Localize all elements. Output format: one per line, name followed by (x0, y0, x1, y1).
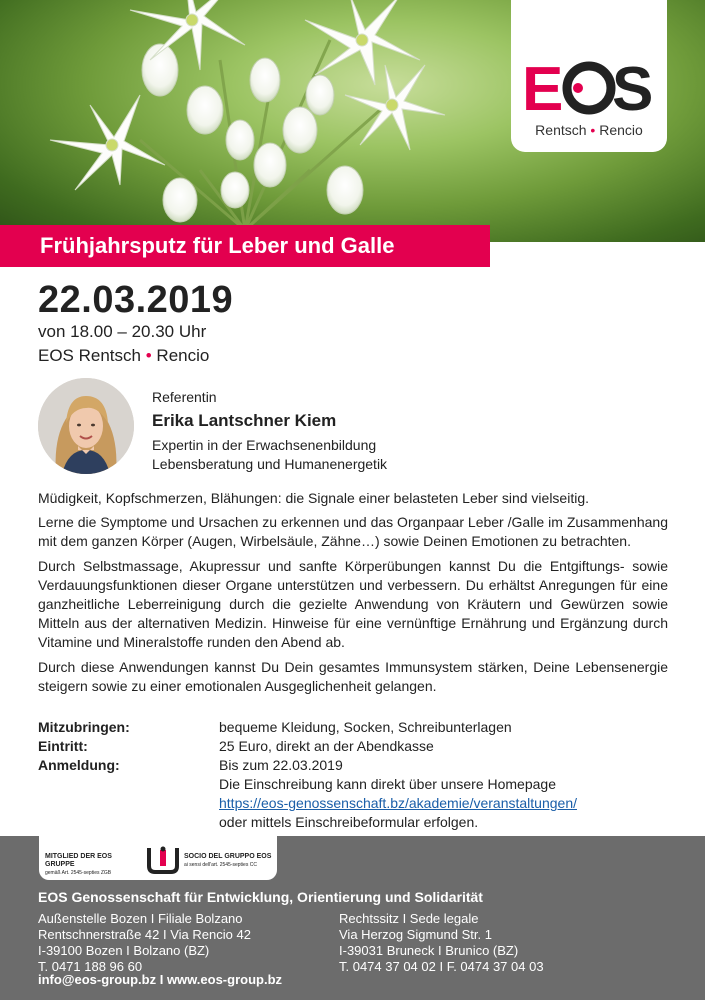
organization-name: EOS Genossenschaft für Entwicklung, Orientierung und Solidarität (38, 889, 483, 905)
registration-alternative: oder mittels Einschreibeformular erfolgen. (219, 814, 479, 830)
info-row-entry (38, 737, 668, 756)
event-description (38, 489, 668, 701)
address-bruneck-line-1: Rechtssitz I Sede legale (339, 911, 479, 926)
logo-subtitle (511, 122, 667, 138)
footer (0, 836, 705, 1000)
logo-subtitle-right: Rencio (599, 122, 643, 138)
info-row-registration (38, 756, 668, 832)
bring-label: Mitzubringen: (38, 719, 130, 735)
entry-label: Eintritt: (38, 738, 88, 754)
info-row-bring (38, 718, 668, 737)
registration-label: Anmeldung: (38, 757, 120, 773)
event-title-banner: Frühjahrsputz für Leber und Galle (0, 225, 490, 267)
description-paragraph-2: Lerne die Symptome und Ursachen zu erkennen und das Organpaar Leber /Galle im Zusammenhang mit dem ganzen Körper (Augen, Wirbelsäule, Zähne…) sowie Deinen Emotionen zu betrachten. (38, 514, 668, 550)
venue-right: Rencio (156, 346, 210, 365)
entry-value: 25 Euro, direkt an der Abendkasse (219, 738, 434, 754)
member-de-title: MITGLIED DER EOS GRUPPE (45, 853, 112, 868)
address-bozen-line-2: Rentschnerstraße 42 I Via Rencio 42 (38, 927, 251, 942)
address-bozen-line-3: I-39100 Bozen I Bolzano (BZ) (38, 943, 210, 958)
member-label-de (45, 853, 135, 877)
venue-separator: • (145, 346, 152, 365)
speaker-name: Erika Lantschner Kiem (152, 411, 337, 430)
registration-deadline: Bis zum 22.03.2019 (219, 757, 343, 773)
speaker-avatar (38, 378, 134, 474)
member-it-title: SOCIO DEL GRUPPO EOS (184, 853, 272, 860)
svg-text:E: E (522, 58, 564, 118)
description-paragraph-1: Müdigkeit, Kopfschmerzen, Blähungen: die Signale einer belasteten Leber sind vielseitig. (38, 490, 590, 506)
event-info-table (38, 718, 668, 832)
logo-subtitle-separator: • (590, 122, 596, 138)
event-date: 22.03.2019 (38, 279, 234, 321)
logo-subtitle-left: Rentsch (535, 122, 587, 138)
address-bruneck-phone: T. 0474 37 04 02 I F. 0474 37 04 03 (339, 959, 544, 974)
eos-logo (511, 0, 667, 152)
speaker-description-1: Expertin in der Erwachsenenbildung (152, 437, 377, 453)
registration-link[interactable]: https://eos-genossenschaft.bz/akademie/veranstaltungen/ (219, 795, 577, 811)
registration-value (219, 756, 668, 832)
speaker-description-2: Lebensberatung und Humanenergetik (152, 456, 388, 472)
eos-group-icon (147, 846, 179, 874)
address-bruneck-line-2: Via Herzog Sigmund Str. 1 (339, 927, 492, 942)
event-venue (38, 346, 209, 366)
contact-email-website[interactable]: info@eos-group.bz I www.eos-group.bz (38, 972, 283, 987)
member-it-note: ai sensi dell'art. 2545-septies CC (184, 862, 257, 868)
member-label-it (184, 853, 276, 869)
eos-logo-mark (522, 58, 657, 118)
description-paragraph-4: Durch diese Anwendungen kannst Du Dein gesamtes Immunsystem stärken, Deine Lebensenergie steigern sowie zu einer emotionalen Ausgeglichenheit gelangen. (38, 658, 668, 694)
member-badge (39, 836, 277, 880)
svg-text:S: S (612, 58, 654, 118)
event-time: von 18.00 – 20.30 Uhr (38, 322, 207, 341)
address-bozen (38, 911, 251, 975)
address-bruneck-line-3: I-39031 Bruneck I Brunico (BZ) (339, 943, 519, 958)
description-paragraph-3: Durch Selbstmassage, Akupressur und sanfte Körperübungen kannst Du die Entgiftungs- sowie Verdauungsfunktionen dieser Organe unterstützen und verbessern. Du erhältst Anregungen für eine ganzheitliche Leberreinigung durch die gezielte Anwendung von Kräutern und Gewürzen sowie Mitteln aus der alternativen Medizin. Hinweise für eine vernünftige Ernährung und Ergänzung durch Vitamine und Mineralstoffe runden den Abend ab. (38, 557, 668, 651)
address-bozen-line-1: Außenstelle Bozen I Filiale Bolzano (38, 911, 243, 926)
speaker-portrait-image (38, 378, 134, 474)
member-de-note: gemäß Art. 2545-septies ZGB (45, 870, 112, 876)
bring-value: bequeme Kleidung, Socken, Schreibunterlagen (219, 719, 512, 735)
address-bruneck (339, 911, 544, 975)
venue-left: EOS Rentsch (38, 346, 141, 365)
registration-note: Die Einschreibung kann direkt über unsere Homepage (219, 776, 556, 792)
speaker-role: Referentin (152, 389, 217, 405)
address-bozen-phone: T. 0471 188 96 60 (38, 959, 143, 974)
